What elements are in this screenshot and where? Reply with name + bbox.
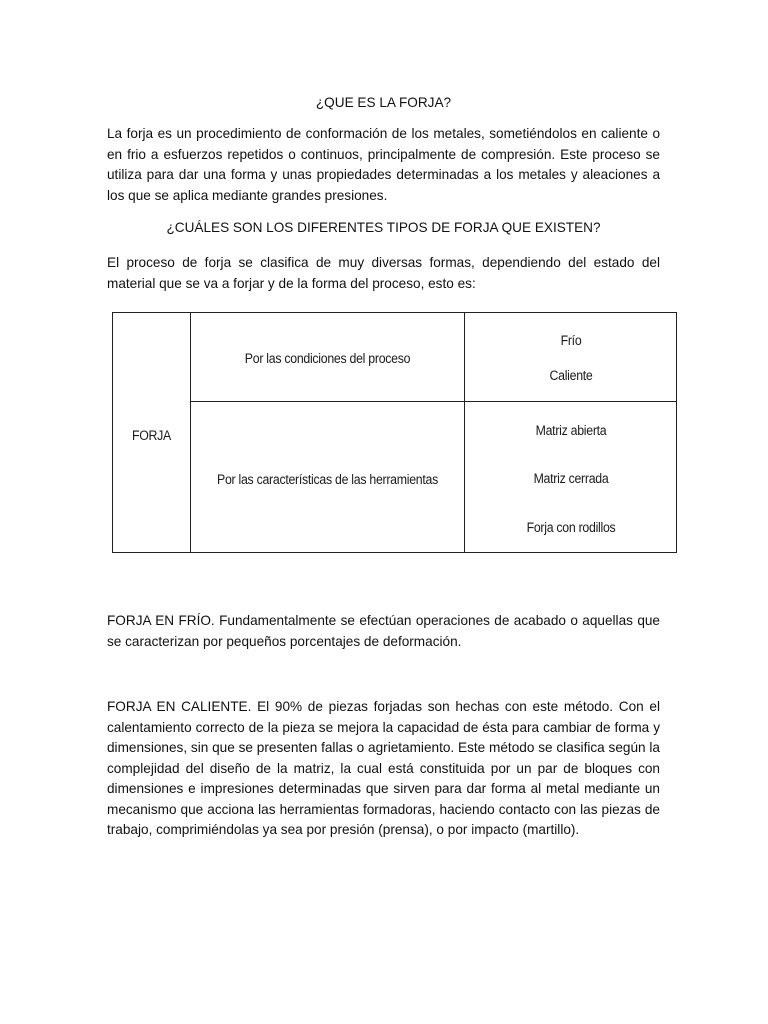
paragraph-cold-forging: FORJA EN FRÍO. Fundamentalmente se efectúan operaciones de acabado o aquellas que se caracterizan por pequeños porcentajes de deformación. [107, 613, 660, 649]
table-type-hot: Caliente [549, 368, 593, 383]
table-type-roll-forging: Forja con rodillos [526, 520, 616, 535]
heading-tipos-de-forja: ¿CUÁLES SON LOS DIFERENTES TIPOS DE FORJA QUE EXISTEN? [166, 220, 601, 235]
heading-que-es-la-forja: ¿QUE ES LA FORJA? [315, 95, 452, 110]
table-type-cold: Frío [560, 333, 582, 348]
forging-classification-table [112, 312, 677, 553]
paragraph-hot-forging: FORJA EN CALIENTE. El 90% de piezas forjadas son hechas con este método. Con el calentamiento correcto de la pieza se mejora la capacidad de ésta para cambiar de forma y dimensiones, sin que se presenten fallas o agrietamiento. Este método se clasifica según la complejidad del diseño de la matriz, la cual está constituida por un par de bloques con dimensiones e impresiones determinadas que sirven para dar forma al metal mediante un mecanismo que acciona las herramientas formadoras, haciendo contacto con las piezas de trabajo, comprimiéndolas ya sea por presión (prensa), o por impacto (martillo). [107, 699, 660, 837]
table-type-open-die: Matriz abierta [535, 423, 607, 438]
paragraph-classification-intro: El proceso de forja se clasifica de muy diversas formas, dependiendo del estado del material que se va a forjar y de la forma del proceso, esto es: [107, 255, 660, 291]
paragraph-definition: La forja es un procedimiento de conformación de los metales, sometiéndolos en caliente o en frio a esfuerzos repetidos o continuos, principalmente de compresión. Este proceso se utiliza para dar una forma y unas propiedades determinadas a los metales y aleaciones a los que se aplica mediante grandes presiones. [107, 126, 660, 203]
table-criterion-tool-characteristics: Por las características de las herramientas [217, 472, 438, 487]
table-type-closed-die: Matriz cerrada [533, 471, 609, 486]
table-column-divider-1 [190, 313, 191, 552]
table-row-divider [190, 401, 676, 402]
table-root-label: FORJA [131, 428, 172, 443]
table-column-divider-2 [464, 313, 465, 552]
table-criterion-process-conditions: Por las condiciones del proceso [244, 351, 411, 366]
